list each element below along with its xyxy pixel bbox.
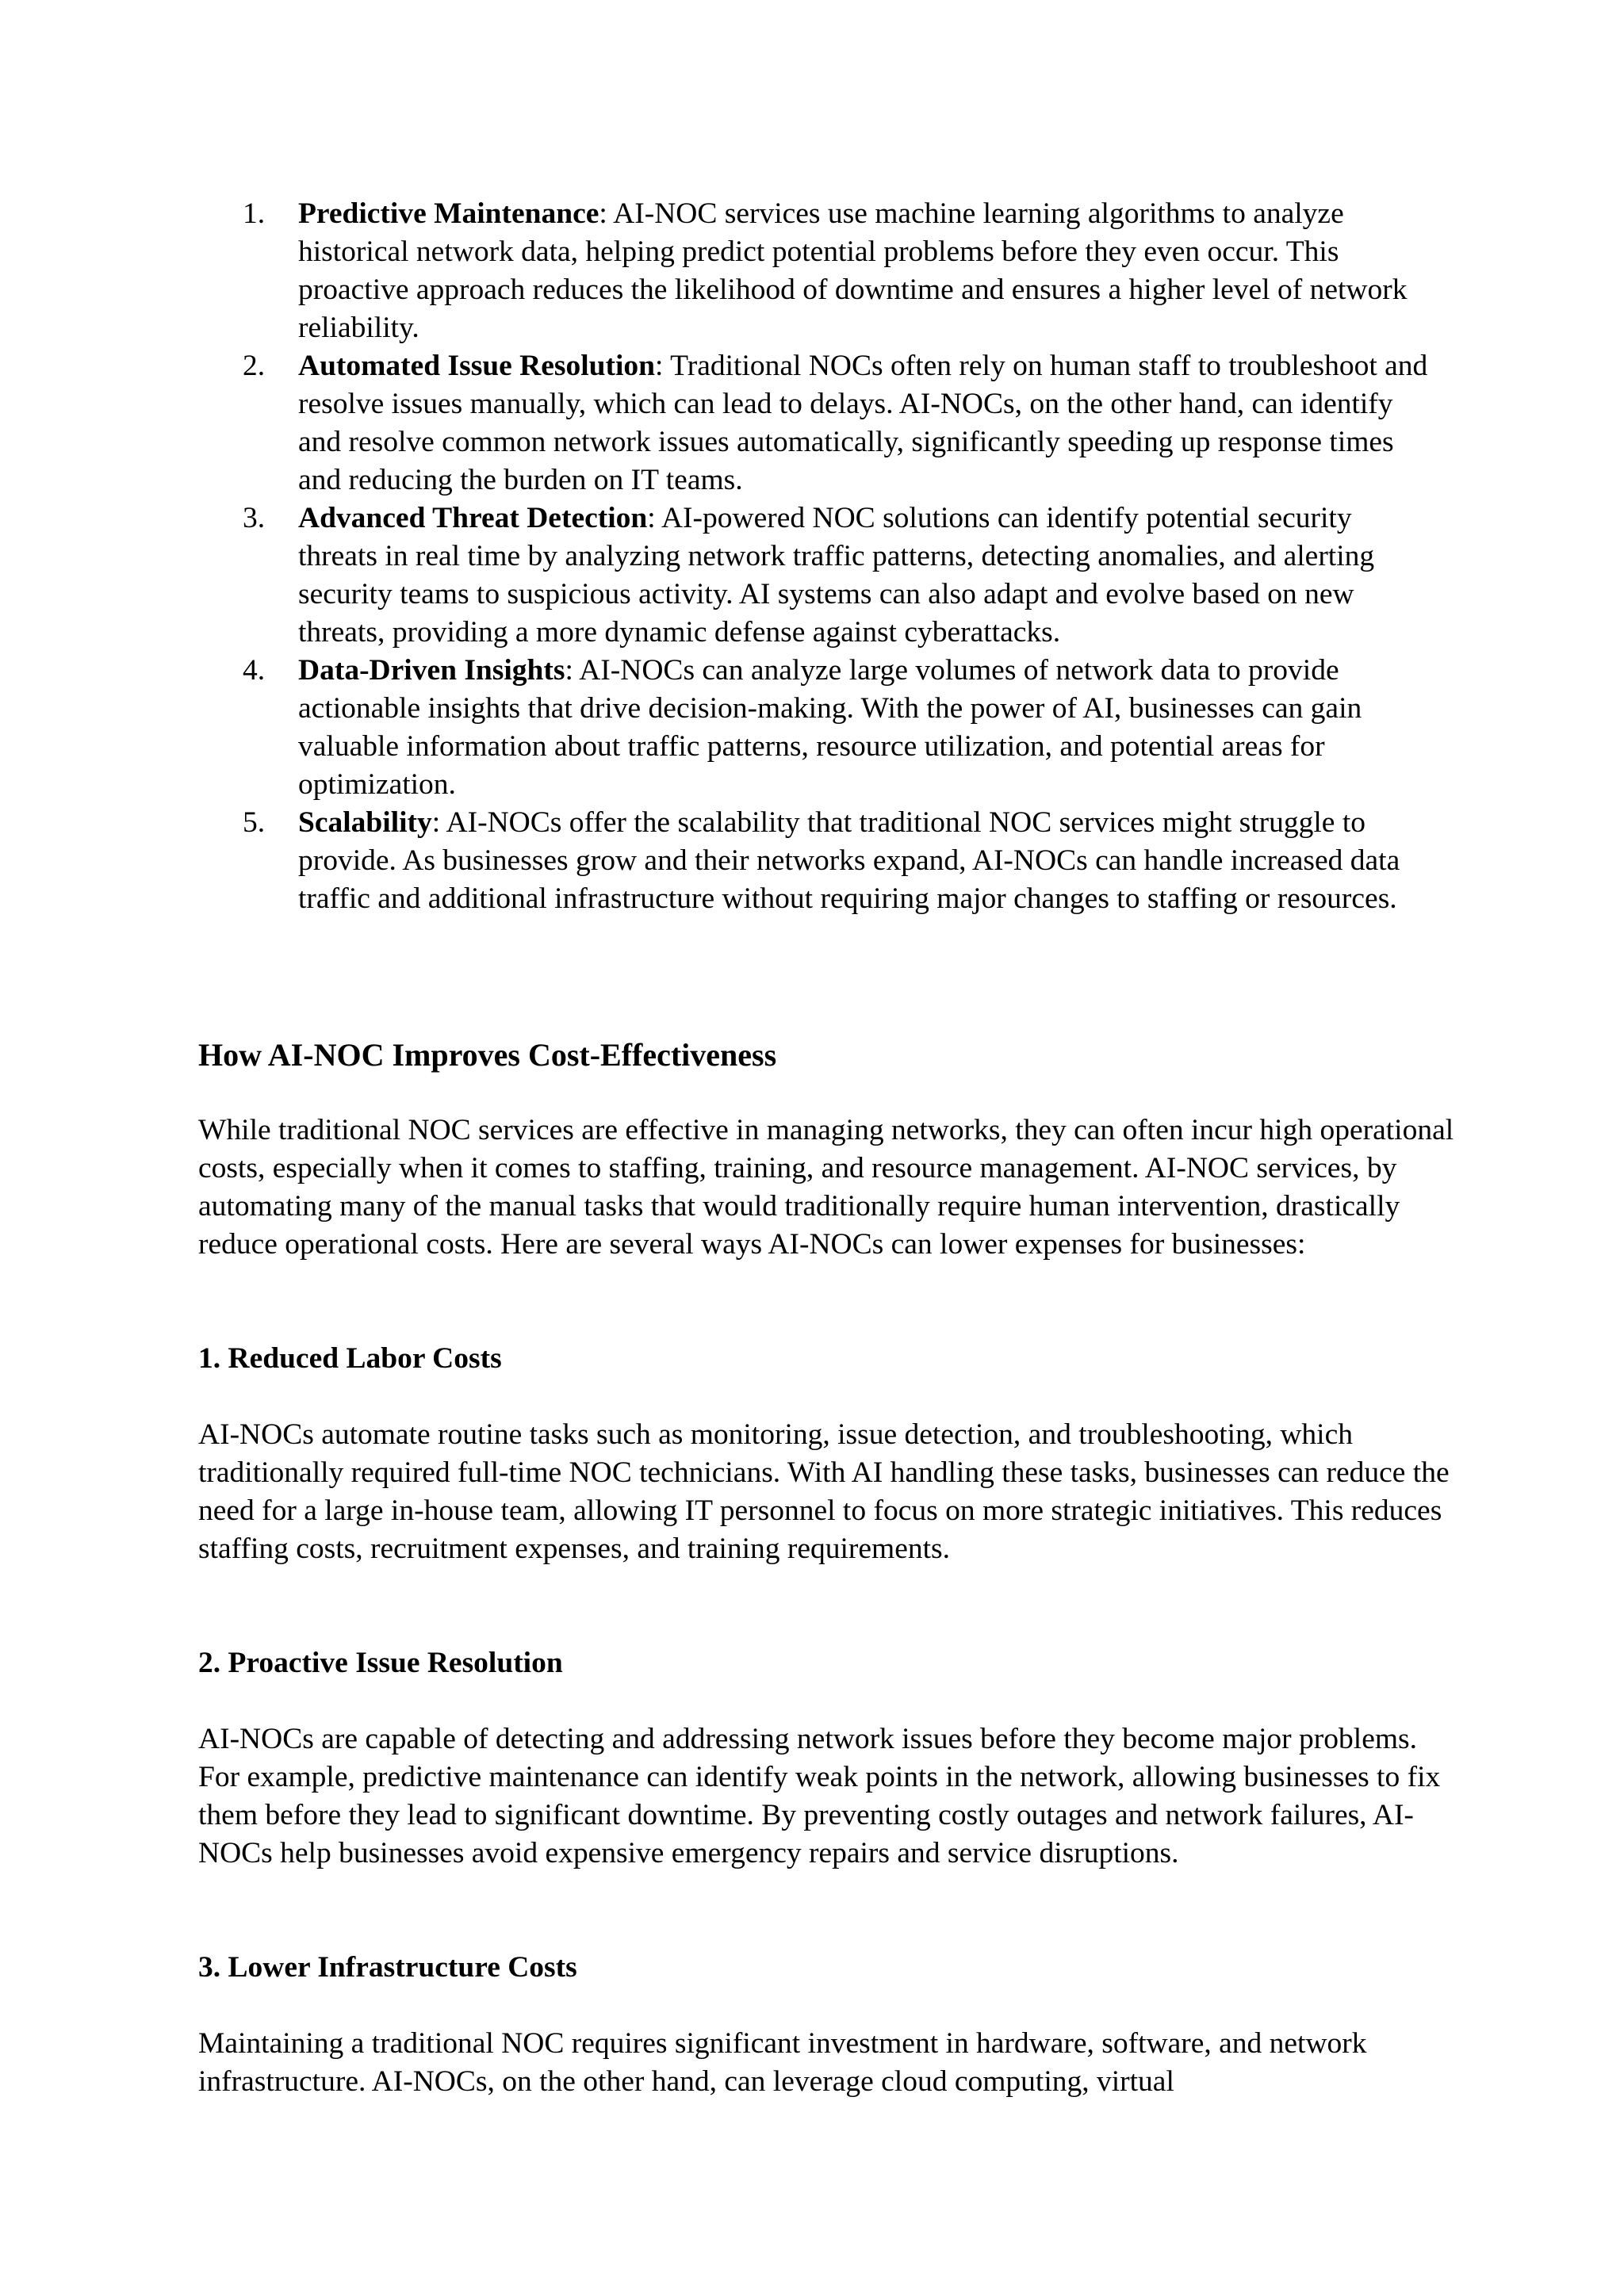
subheading-lower-infrastructure-costs: 3. Lower Infrastructure Costs	[198, 1951, 577, 1984]
list-item-term: Automated Issue Resolution	[298, 350, 656, 382]
list-item-term: Data-Driven Insights	[298, 654, 565, 687]
list-item	[198, 195, 1435, 347]
list-item-number: 1.	[243, 197, 266, 230]
paragraph-reduced-labor-costs: AI-NOCs automate routine tasks such as monitoring, issue detection, and troubleshooting, which traditionally required full-time NOC technicians. With AI handling these tasks, businesses can reduce the need for a large in-house team, allowing IT personnel to focus on more strategic initiatives. This reduces staffing costs, recruitment expenses, and training requirements.	[198, 1418, 1450, 1565]
list-item-text: : AI-powered NOC solutions can identify potential security threats in real time by analyzing network traffic patterns, detecting anomalies, and alerting security teams to suspicious activity. AI systems can also adapt and evolve based on new threats, providing a more dynamic defense against cyberattacks.	[298, 502, 1375, 649]
list-item-number: 5.	[243, 806, 266, 839]
benefits-numbered-list	[198, 195, 1435, 918]
list-item-term: Predictive Maintenance	[298, 197, 599, 230]
section-heading: How AI-NOC Improves Cost-Effectiveness	[198, 1037, 777, 1073]
subheading-reduced-labor-costs: 1. Reduced Labor Costs	[198, 1342, 502, 1375]
list-item-text: : AI-NOC services use machine learning algorithms to analyze historical network data, helping predict potential problems before they even occur. This proactive approach reduces the likelihood of downtime and ensures a higher level of network reliability.	[298, 197, 1408, 344]
list-item	[198, 499, 1435, 652]
list-item	[198, 347, 1435, 499]
list-item-number: 3.	[243, 502, 266, 534]
list-item-number: 2.	[243, 350, 266, 382]
list-item-text: : Traditional NOCs often rely on human staff to troubleshoot and resolve issues manually, which can lead to delays. AI-NOCs, on the other hand, can identify and resolve common network issues automatically, significantly speeding up response times and reducing the burden on IT teams.	[298, 350, 1428, 496]
subheading-proactive-issue-resolution: 2. Proactive Issue Resolution	[198, 1647, 563, 1679]
list-item-text: : AI-NOCs offer the scalability that traditional NOC services might struggle to provide. As businesses grow and their networks expand, AI-NOCs can handle increased data traffic and additional infrastructure without requiring major changes to staffing or resources.	[298, 806, 1400, 915]
paragraph-proactive-issue-resolution: AI-NOCs are capable of detecting and addressing network issues before they become major problems. For example, predictive maintenance can identify weak points in the network, allowing businesses to fix them before they lead to significant downtime. By preventing costly outages and network failures, AI-NOCs help businesses avoid expensive emergency repairs and service disruptions.	[198, 1723, 1441, 1869]
list-item-number: 4.	[243, 654, 266, 687]
list-item-term: Advanced Threat Detection	[298, 502, 648, 534]
list-item-text: : AI-NOCs can analyze large volumes of network data to provide actionable insights that drive decision-making. With the power of AI, businesses can gain valuable information about traffic patterns, resource utilization, and potential areas for optimization.	[298, 654, 1362, 801]
list-item	[198, 804, 1435, 918]
list-item-term: Scalability	[298, 806, 432, 839]
intro-paragraph: While traditional NOC services are effective in managing networks, they can often incur high operational costs, especially when it comes to staffing, training, and resource management. AI-NOC services, by automating many of the manual tasks that would traditionally require human intervention, drastically reduce operational costs. Here are several ways AI-NOCs can lower expenses for businesses:	[198, 1114, 1454, 1261]
paragraph-lower-infrastructure-costs: Maintaining a traditional NOC requires significant investment in hardware, software, and network infrastructure. AI-NOCs, on the other hand, can leverage cloud computing, virtual	[198, 2027, 1367, 2098]
list-item	[198, 652, 1435, 804]
